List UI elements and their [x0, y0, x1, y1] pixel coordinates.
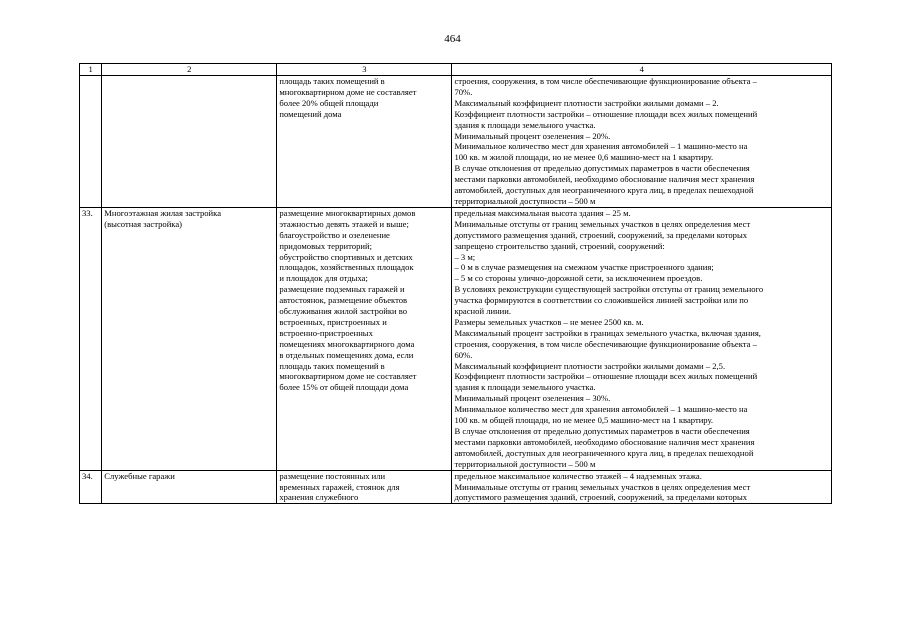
- text-line: допустимого размещения зданий, строений, сооружений, за пределами которых: [454, 229, 748, 240]
- text-line: и площадок для отдыха;: [279, 273, 368, 284]
- parameters-cell: [452, 470, 832, 504]
- text-line: здания к площади земельного участка.: [454, 119, 596, 130]
- column-number-row: [80, 64, 832, 76]
- text-line: более 20% общей площади: [279, 97, 379, 108]
- text-line: 100 кв. м общей площади, но не менее 0,5 машино-мест на 1 квартиру.: [454, 415, 714, 426]
- text-line: 60%.: [454, 349, 473, 360]
- text-line: размещение многоквартирных домов: [279, 207, 416, 218]
- regulations-table: [79, 63, 832, 504]
- text-line: автомобилей, доступных для неограниченного круга лиц, в пределах пешеходной: [454, 447, 754, 458]
- text-line: 100 кв. м жилой площади, но не менее 0,6 машино-мест на 1 квартиру.: [454, 152, 714, 163]
- text-line: Служебные гаражи: [104, 470, 175, 481]
- text-line: Коэффициент плотности застройки – отношение площади всех жилых помещений: [454, 371, 758, 382]
- text-line: в отдельных помещениях дома, если: [279, 349, 414, 360]
- col-header-4: 4: [452, 64, 832, 76]
- land-use-type-cell: [102, 470, 277, 504]
- text-line: В условиях реконструкции существующей застройки отступы от границ земельного: [454, 284, 764, 295]
- text-line: красной линии.: [454, 306, 512, 317]
- text-line: размещение подземных гаражей и: [279, 284, 405, 295]
- text-line: – 3 м;: [454, 251, 476, 262]
- text-line: обслуживания жилой застройки во: [279, 306, 408, 317]
- text-line: – 0 м в случае размещения на смежном участке пристроенного здания;: [454, 262, 714, 273]
- text-line: – 5 м со стороны улично-дорожной сети, за исключением проездов.: [454, 273, 703, 284]
- text-line: Минимальный процент озеленения – 20%.: [454, 130, 611, 141]
- text-line: помещениях многоквартирного дома: [279, 338, 415, 349]
- text-line: Минимальные отступы от границ земельных участков в целях определения мест: [454, 481, 751, 492]
- text-line: строения, сооружения, в том числе обеспечивающие функционирование объекта –: [454, 76, 757, 86]
- text-line: предельное максимальное количество этажей – 4 надземных этажа.: [454, 470, 702, 481]
- parameters-cell: [452, 207, 832, 470]
- text-line: многоквартирном доме не составляет: [279, 86, 417, 97]
- text-line: Размеры земельных участков – не менее 2500 кв. м.: [454, 316, 644, 327]
- text-line: В случае отклонения от предельно допустимых параметров в части обеспечения: [454, 163, 750, 174]
- col-header-2: 2: [102, 64, 277, 76]
- row-number-cell: [80, 207, 102, 470]
- text-line: многоквартирном доме не составляет: [279, 371, 417, 382]
- text-line: предельная максимальная высота здания – 25 м.: [454, 207, 631, 218]
- text-line: автомобилей, доступных для неограниченного круга лиц, в пределах пешеходной: [454, 185, 754, 196]
- text-line: Многоэтажная жилая застройка: [104, 207, 222, 218]
- text-line: В случае отклонения от предельно допустимых параметров в части обеспечения: [454, 426, 750, 436]
- text-line: площадь таких помещений в: [279, 360, 385, 371]
- text-line: Максимальный коэффициент плотности застройки жилыми домами – 2,5.: [454, 360, 726, 371]
- permitted-uses-cell: [277, 207, 452, 470]
- text-line: (высотная застройка): [104, 218, 183, 229]
- table-row: [80, 76, 832, 208]
- land-use-type-cell: [102, 207, 277, 470]
- row-number: 34.: [82, 470, 93, 481]
- row-number-cell: [80, 76, 102, 208]
- text-line: обустройство спортивных и детских: [279, 251, 413, 262]
- table-row: [80, 470, 832, 504]
- text-line: более 15% от общей площади дома: [279, 382, 409, 393]
- text-line: допустимого размещения зданий, строений, сооружений, за пределами которых: [454, 492, 748, 503]
- text-line: территориальной доступности – 500 м: [454, 458, 596, 469]
- text-line: хранения служебного: [279, 492, 359, 503]
- text-line: временных гаражей, стоянок для: [279, 481, 400, 492]
- text-line: Минимальное количество мест для хранения автомобилей – 1 машино-место на: [454, 404, 748, 415]
- row-number-cell: [80, 470, 102, 504]
- text-line: автостоянок, размещение объектов: [279, 295, 408, 306]
- permitted-uses-cell: [277, 470, 452, 504]
- text-line: придомовых территорий;: [279, 240, 372, 251]
- text-line: встроенно-пристроенных: [279, 327, 373, 338]
- text-line: местами парковки автомобилей, необходимо обоснование наличия мест хранения: [454, 174, 755, 185]
- text-line: Максимальный процент застройки в границах земельного участка, включая здания,: [454, 327, 761, 338]
- table-body: [80, 76, 832, 504]
- text-line: Коэффициент плотности застройки – отношение площади всех жилых помещений: [454, 108, 758, 119]
- land-use-type-cell: [102, 76, 277, 208]
- text-line: этажностью девять этажей и выше;: [279, 218, 409, 229]
- text-line: площадь таких помещений в: [279, 76, 385, 86]
- col-header-3: 3: [277, 64, 452, 76]
- text-line: 70%.: [454, 86, 473, 97]
- text-line: встроенных, пристроенных и: [279, 316, 387, 327]
- text-line: местами парковки автомобилей, необходимо обоснование наличия мест хранения: [454, 436, 755, 447]
- permitted-uses-cell: [277, 76, 452, 208]
- text-line: Минимальное количество мест для хранения автомобилей – 1 машино-место на: [454, 141, 748, 152]
- row-number: 33.: [82, 207, 93, 218]
- col-header-1: 1: [80, 64, 102, 76]
- text-line: размещение постоянных или: [279, 470, 386, 481]
- table-row: [80, 207, 832, 470]
- text-line: благоустройство и озеленение: [279, 229, 390, 240]
- text-line: площадок, хозяйственных площадок: [279, 262, 414, 273]
- text-line: запрещено строительство зданий, строений, сооружений:: [454, 240, 665, 251]
- text-line: строения, сооружения, в том числе обеспечивающие функционирование объекта –: [454, 338, 757, 349]
- parameters-cell: [452, 76, 832, 208]
- text-line: Минимальные отступы от границ земельных участков в целях определения мест: [454, 218, 751, 229]
- text-line: здания к площади земельного участка.: [454, 382, 596, 393]
- page-number: 464: [444, 33, 461, 45]
- text-line: Максимальный коэффициент плотности застройки жилыми домами – 2.: [454, 97, 719, 108]
- text-line: территориальной доступности – 500 м: [454, 195, 596, 206]
- text-line: Минимальный процент озеленения – 30%.: [454, 393, 611, 404]
- text-line: помещений дома: [279, 108, 342, 119]
- text-line: участка формируются в соответствии со сложившейся линией застройки или по: [454, 295, 749, 306]
